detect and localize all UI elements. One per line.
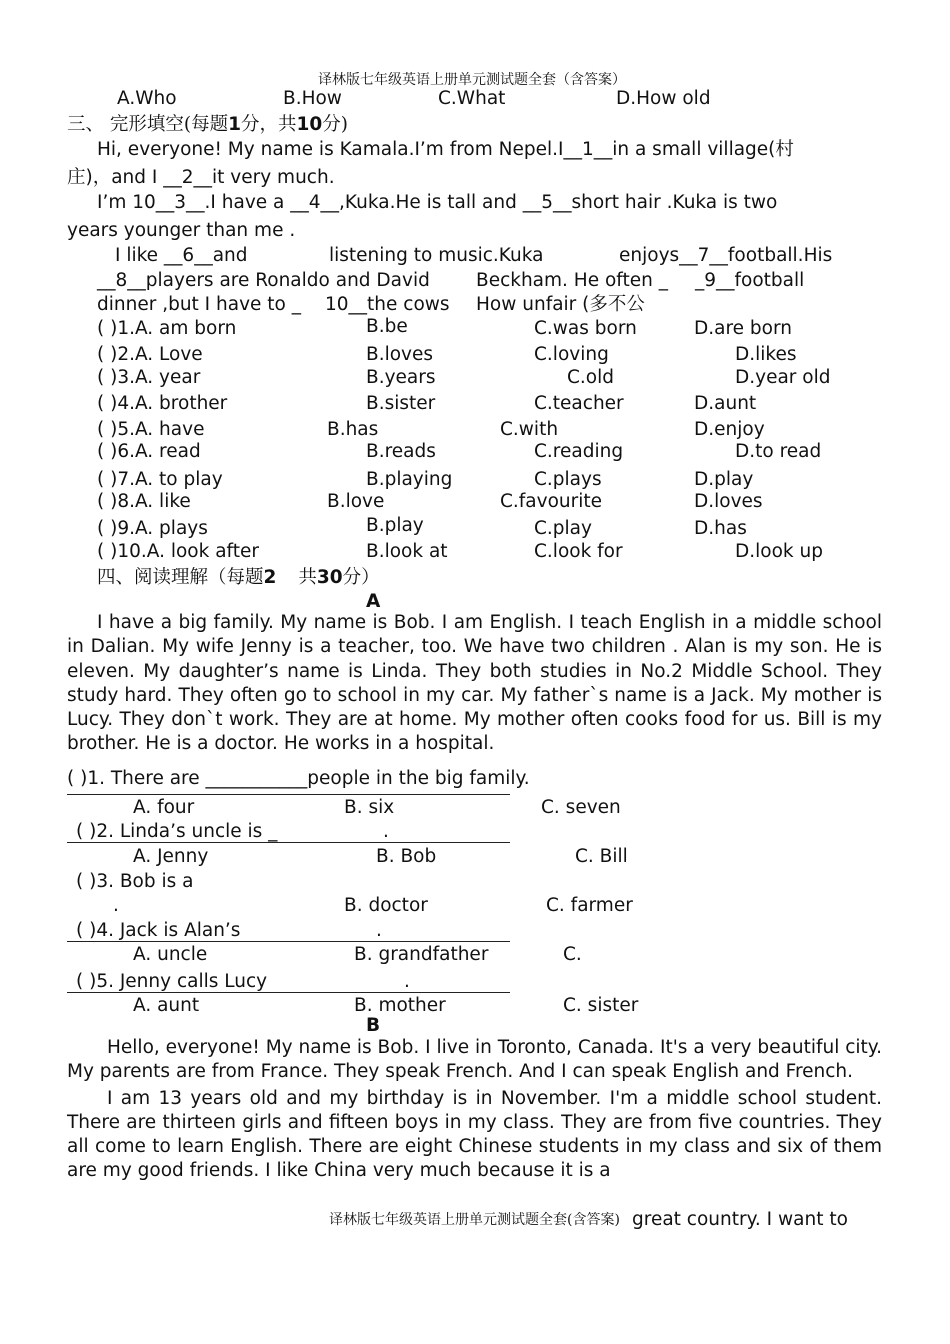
reading-q-option-b: B. mother bbox=[354, 995, 446, 1016]
divider bbox=[67, 794, 510, 795]
cloze-q-option-b: B.love bbox=[327, 491, 385, 512]
divider bbox=[67, 941, 510, 942]
cloze-q-option-d: D.enjoy bbox=[694, 419, 765, 440]
reading-q-option-c: C. farmer bbox=[546, 895, 633, 916]
cloze-q-num: ( )5.A. have bbox=[97, 419, 205, 440]
cloze-q-option-d: D.loves bbox=[694, 491, 763, 512]
cloze-q-option-c: C.teacher bbox=[534, 393, 624, 414]
reading-q-option-b: B. six bbox=[344, 797, 395, 818]
passage-a: I have a big family. My name is Bob. I am English. I teach English in a middle school in Dalian. My wife Jenny is a teacher, too. We have two children . Alan is my son. He is eleven. My daughter’s name is Linda. They both studies in No.2 Middle School. They study hard. They often go to school in my car. My father`s name is a Jack. My mother is Lucy. They don`t work. They are at home. My mother often cooks food for us. Bill is my brother. He is a doctor. He works in a hospital. bbox=[67, 612, 882, 755]
cloze-line: __8__players are Ronaldo and David bbox=[97, 270, 430, 291]
cloze-q-option-c: C.old bbox=[567, 367, 614, 388]
cloze-q-option-c: C.was born bbox=[534, 318, 637, 339]
cloze-line: I’m 10__3__.I have a __4__,Kuka.He is tall and __5__short hair .Kuka is two bbox=[97, 192, 778, 213]
cloze-line: _9__football bbox=[695, 270, 805, 291]
passage-b-label: B bbox=[366, 1015, 381, 1036]
cloze-q-num: ( )3.A. year bbox=[97, 367, 201, 388]
passage-b: Hello, everyone! My name is Bob. I live in Toronto, Canada. It's a very beautiful city. My parents are from France. They speak French. And I can speak English and French. I am 13 years old and my birthday is in November. I'm a middle school student. There are thirteen girls and fifteen boys in my class. They are from five countries. They all come to learn English. There are eight Chinese students in my class and six of them are my good friends. I like China very much because it is a bbox=[67, 1037, 882, 1182]
cloze-line: Hi, everyone! My name is Kamala.I’m from Nepel.I__1__in a small village(村 bbox=[97, 139, 794, 160]
reading-q-option-b: B. doctor bbox=[344, 895, 428, 916]
reading-q-option-a: A. aunt bbox=[133, 995, 200, 1016]
reading-q-option-a: A. Jenny bbox=[133, 846, 209, 867]
cloze-q-num: ( )9.A. plays bbox=[97, 518, 208, 539]
reading-q-blank: . bbox=[376, 920, 382, 941]
cloze-q-option-b: B.look at bbox=[366, 541, 448, 562]
cloze-line: I like __6__and bbox=[115, 245, 248, 266]
top-option-b: B.How bbox=[283, 88, 342, 109]
cloze-q-option-d: D.has bbox=[694, 518, 747, 539]
reading-q-option-a: A. four bbox=[133, 797, 195, 818]
divider bbox=[67, 842, 510, 843]
top-option-c: C.What bbox=[438, 88, 506, 109]
cloze-q-option-b: B.playing bbox=[366, 469, 453, 490]
cloze-q-option-d: D.play bbox=[694, 469, 754, 490]
cloze-line: 庄)，and I __2__it very much. bbox=[67, 167, 335, 188]
reading-q-option-c: C. sister bbox=[563, 995, 639, 1016]
cloze-line: dinner ,but I have to _ bbox=[97, 294, 301, 315]
cloze-q-option-b: B.play bbox=[366, 515, 424, 536]
passage-a-label: A bbox=[366, 591, 381, 612]
cloze-q-option-b: B.be bbox=[366, 316, 408, 337]
reading-q-stem: ( )5. Jenny calls Lucy bbox=[76, 971, 268, 992]
cloze-q-option-d: D.look up bbox=[735, 541, 823, 562]
cloze-q-option-b: B.loves bbox=[366, 344, 433, 365]
cloze-line: enjoys__7__football.His bbox=[619, 245, 833, 266]
top-option-d: D.How old bbox=[616, 88, 711, 109]
cloze-line: How unfair (多不公 bbox=[476, 294, 645, 315]
cloze-q-num: ( )7.A. to play bbox=[97, 469, 223, 490]
reading-q-blank: . bbox=[383, 821, 389, 842]
reading-q-option-b: B. Bob bbox=[376, 846, 437, 867]
cloze-q-option-d: D.likes bbox=[735, 344, 797, 365]
cloze-line: listening to music.Kuka bbox=[329, 245, 544, 266]
cloze-q-option-c: C.reading bbox=[534, 441, 624, 462]
cloze-line: years younger than me . bbox=[67, 220, 296, 241]
reading-q-option-c: C. Bill bbox=[575, 846, 628, 867]
cloze-q-option-d: D.are born bbox=[694, 318, 792, 339]
cloze-q-num: ( )8.A. like bbox=[97, 491, 191, 512]
cloze-line: 10__the cows bbox=[325, 294, 450, 315]
reading-q-option-a: . bbox=[113, 895, 119, 916]
section4-title: 四、阅读理解（每题2 共30分） bbox=[97, 567, 380, 588]
cloze-q-option-d: D.to read bbox=[735, 441, 822, 462]
reading-q-stem: ( )2. Linda’s uncle is _ bbox=[76, 821, 278, 842]
running-header: 译林版七年级英语上册单元测试题全套（含答案） bbox=[318, 72, 626, 88]
top-option-a: A.Who bbox=[117, 88, 177, 109]
cloze-q-option-c: C.with bbox=[500, 419, 559, 440]
reading-q-option-a: A. uncle bbox=[133, 944, 208, 965]
cloze-q-num: ( )2.A. Love bbox=[97, 344, 203, 365]
cloze-q-option-d: D.year old bbox=[735, 367, 831, 388]
reading-q-option-b: B. grandfather bbox=[354, 944, 489, 965]
cloze-q-num: ( )6.A. read bbox=[97, 441, 201, 462]
cloze-q-option-c: C.loving bbox=[534, 344, 609, 365]
reading-q-blank: . bbox=[404, 971, 410, 992]
cloze-q-option-c: C.play bbox=[534, 518, 592, 539]
cloze-q-option-d: D.aunt bbox=[694, 393, 757, 414]
cloze-q-option-c: C.favourite bbox=[500, 491, 603, 512]
cloze-q-num: ( )1.A. am born bbox=[97, 318, 237, 339]
running-footer: 译林版七年级英语上册单元测试题全套(含答案) bbox=[329, 1212, 620, 1228]
reading-q-stem: ( )4. Jack is Alan’s bbox=[76, 920, 241, 941]
cloze-q-option-b: B.reads bbox=[366, 441, 436, 462]
cloze-q-option-c: C.look for bbox=[534, 541, 623, 562]
reading-q-stem: ( )1. There are ___________people in the big family. bbox=[67, 768, 530, 789]
cloze-line: Beckham. He often _ bbox=[476, 270, 668, 291]
section3-title: 三、 完形填空(每题1分，共10分) bbox=[67, 114, 348, 135]
reading-q-stem: ( )3. Bob is a bbox=[76, 871, 194, 892]
cloze-q-option-b: B.sister bbox=[366, 393, 436, 414]
reading-q-option-c: C. seven bbox=[541, 797, 621, 818]
cloze-q-option-b: B.has bbox=[327, 419, 379, 440]
passage-b-continuation: great country. I want to bbox=[632, 1209, 848, 1230]
cloze-q-option-b: B.years bbox=[366, 367, 436, 388]
cloze-q-num: ( )10.A. look after bbox=[97, 541, 259, 562]
cloze-q-option-c: C.plays bbox=[534, 469, 602, 490]
cloze-q-num: ( )4.A. brother bbox=[97, 393, 228, 414]
divider bbox=[67, 992, 510, 993]
reading-q-option-c: C. bbox=[563, 944, 582, 965]
